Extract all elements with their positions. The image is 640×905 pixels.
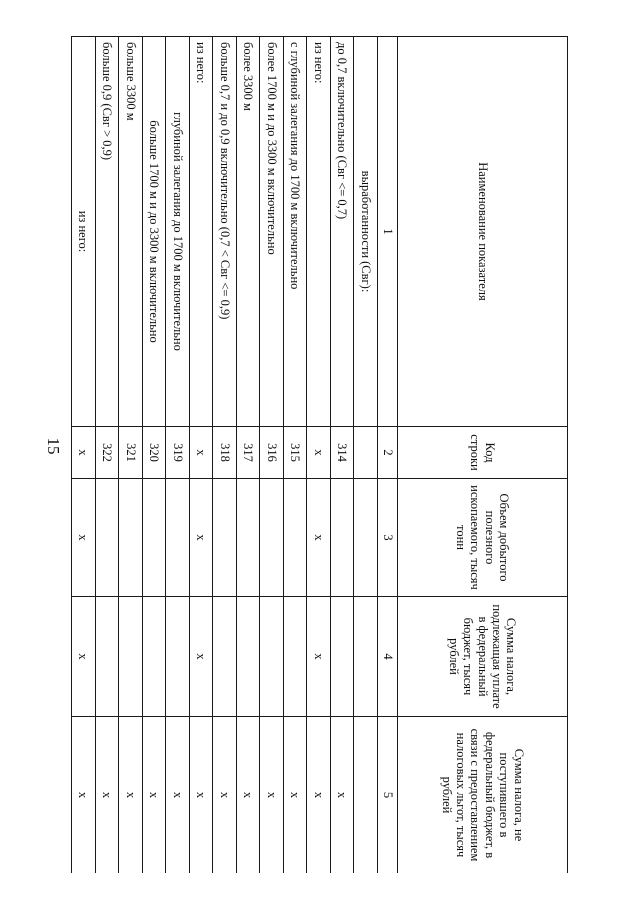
row-code: 318	[213, 427, 237, 479]
column-number: 4	[378, 597, 398, 717]
column-number: 5	[378, 717, 398, 874]
table-row	[354, 37, 378, 874]
row-volume	[213, 479, 237, 597]
row-volume	[283, 479, 307, 597]
row-tax-benefit: x	[283, 717, 307, 874]
table-row	[166, 37, 190, 874]
column-number: 1	[378, 37, 398, 427]
row-tax-benefit: x	[119, 717, 143, 874]
table-container	[71, 36, 568, 873]
header-indicator-name: Наименование показателя	[398, 37, 568, 427]
header-line-code: Код строки	[398, 427, 568, 479]
row-name: больше 1700 м и до 3300 м включительно	[142, 37, 166, 427]
row-name: больше 0,7 и до 0,9 включительно (0,7 < Свг <= 0,9)	[213, 37, 237, 427]
row-code: 315	[283, 427, 307, 479]
row-name: до 0,7 включительно (Свг <= 0,7)	[330, 37, 354, 427]
row-volume	[354, 479, 378, 597]
row-tax-benefit: x	[213, 717, 237, 874]
column-number-row	[378, 37, 398, 874]
header-tax-payable: Сумма налога, подлежащая уплате в федеральный бюджет, тысяч рублей	[398, 597, 568, 717]
row-name: с глубиной залегания до 1700 м включительно	[283, 37, 307, 427]
row-code: 314	[330, 427, 354, 479]
row-code: 319	[166, 427, 190, 479]
table-row	[283, 37, 307, 874]
row-tax-payable: x	[307, 597, 331, 717]
table-row	[142, 37, 166, 874]
table-row	[236, 37, 260, 874]
table-row	[95, 37, 119, 874]
row-tax-payable: x	[189, 597, 213, 717]
row-code: x	[307, 427, 331, 479]
row-tax-benefit	[354, 717, 378, 874]
row-name: глубиной залегания до 1700 м включительно	[166, 37, 190, 427]
row-code: 321	[119, 427, 143, 479]
row-tax-payable	[330, 597, 354, 717]
row-name: из него:	[72, 37, 96, 427]
row-tax-benefit: x	[166, 717, 190, 874]
header-row	[398, 37, 568, 874]
table-row	[330, 37, 354, 874]
row-code: x	[189, 427, 213, 479]
table-row	[119, 37, 143, 874]
table-row	[307, 37, 331, 874]
row-tax-payable	[142, 597, 166, 717]
row-tax-payable	[354, 597, 378, 717]
row-tax-payable	[236, 597, 260, 717]
row-tax-payable	[260, 597, 284, 717]
table-row	[260, 37, 284, 874]
row-volume: x	[72, 479, 96, 597]
row-code: x	[72, 427, 96, 479]
row-code: 317	[236, 427, 260, 479]
row-tax-benefit: x	[330, 717, 354, 874]
row-volume	[119, 479, 143, 597]
row-name: более 3300 м	[236, 37, 260, 427]
row-volume: x	[189, 479, 213, 597]
row-name: более 1700 м и до 3300 м включительно	[260, 37, 284, 427]
row-tax-benefit: x	[142, 717, 166, 874]
row-name: выработанности (Свг):	[354, 37, 378, 427]
row-tax-benefit: x	[307, 717, 331, 874]
row-tax-benefit: x	[260, 717, 284, 874]
page-number: 15	[44, 437, 63, 455]
row-name: из него:	[189, 37, 213, 427]
row-tax-payable	[213, 597, 237, 717]
row-tax-payable	[166, 597, 190, 717]
column-number: 3	[378, 479, 398, 597]
row-volume	[260, 479, 284, 597]
row-tax-payable	[283, 597, 307, 717]
row-volume	[330, 479, 354, 597]
row-code	[354, 427, 378, 479]
row-volume	[236, 479, 260, 597]
row-tax-benefit: x	[95, 717, 119, 874]
row-code: 316	[260, 427, 284, 479]
row-tax-payable	[119, 597, 143, 717]
row-volume: x	[307, 479, 331, 597]
row-code: 322	[95, 427, 119, 479]
row-code: 320	[142, 427, 166, 479]
row-tax-benefit: x	[189, 717, 213, 874]
header-tax-benefit: Сумма налога, не поступившего в федеральный бюджет, в связи с предоставлением налоговых льгот, тысяч рублей	[398, 717, 568, 874]
row-tax-benefit: x	[236, 717, 260, 874]
table-row	[213, 37, 237, 874]
row-name: больше 0,9 (Свг > 0,9)	[95, 37, 119, 427]
row-tax-payable	[95, 597, 119, 717]
row-volume	[95, 479, 119, 597]
row-volume	[142, 479, 166, 597]
row-name: больше 3300 м	[119, 37, 143, 427]
row-tax-payable: x	[72, 597, 96, 717]
table-row	[189, 37, 213, 874]
row-volume	[166, 479, 190, 597]
column-number: 2	[378, 427, 398, 479]
header-volume: Объем добытого полезного ископаемого, тысяч тонн	[398, 479, 568, 597]
row-tax-benefit: x	[72, 717, 96, 874]
row-name: из него:	[307, 37, 331, 427]
tax-table	[71, 36, 568, 873]
table-row	[72, 37, 96, 874]
